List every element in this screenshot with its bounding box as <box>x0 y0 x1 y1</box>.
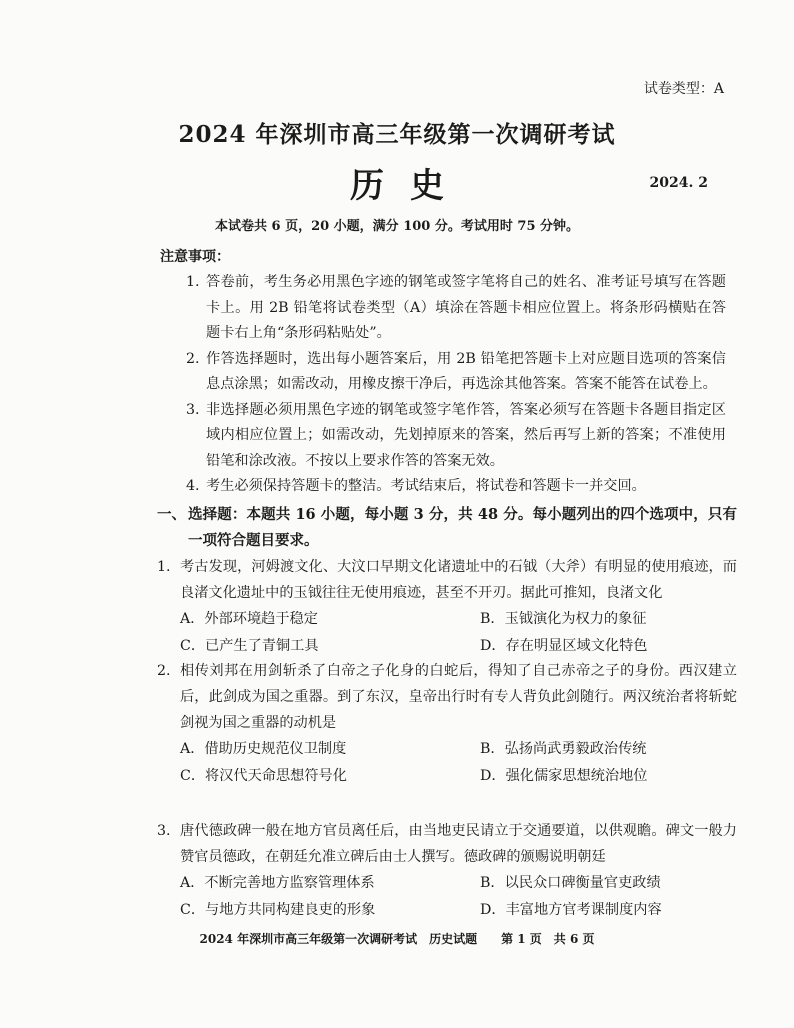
notice-item-text: 作答选择题时，选出每小题答案后，用 2B 铅笔把答题卡上对应题目选项的答案信息点涂黑；如需改动，用橡皮擦干净后，再选涂其他答案。答案不能答在试卷上。 <box>206 350 726 392</box>
notice-item-number: 3. <box>186 401 200 418</box>
exam-date: 2024. 2 <box>649 175 708 191</box>
option-d: D．丰富地方官考课制度内容 <box>480 901 662 918</box>
option-a: A．外部环境趋于稳定 <box>180 611 318 627</box>
notice-item-number: 4. <box>186 478 200 494</box>
question-1 <box>157 554 737 659</box>
question-2 <box>157 658 737 789</box>
options-list <box>180 606 737 659</box>
subject-title: 历史 <box>350 166 470 206</box>
options-list <box>180 736 737 789</box>
exam-summary: 本试卷共 6 页，20 小题，满分 100 分。考试用时 75 分钟。 <box>214 219 580 234</box>
option-b: B．玉钺演化为权力的象征 <box>480 611 647 627</box>
section-number: 一、 <box>157 506 186 523</box>
notice-item-number: 1. <box>186 274 200 290</box>
question-text: 相传刘邦在用剑斩杀了白帝之子化身的白蛇后，得知了自己赤帝之子的身份。西汉建立后，此剑成为国之重器。到了东汉，皇帝出行时有专人背负此剑随行。两汉统治者将斩蛇剑视为国之重器的动机是 <box>180 663 737 731</box>
question-stem <box>157 554 737 606</box>
notice-item <box>186 347 726 398</box>
question-number: 1. <box>157 559 171 575</box>
notice-list <box>186 270 726 500</box>
option-a: A．不断完善地方监察管理体系 <box>180 875 375 891</box>
page-footer: 2024 年深圳市高三年级第一次调研考试 历史试题 第 1 页 共 6 页 <box>199 932 595 946</box>
option-a: A．借助历史规范仪卫制度 <box>180 741 347 757</box>
option-d: D．存在明显区域文化特色 <box>480 637 648 654</box>
notice-item-text: 考生必须保持答题卡的整洁。考试结束后，将试卷和答题卡一并交回。 <box>206 478 646 494</box>
paper-type-label: 试卷类型：A <box>643 81 724 97</box>
option-b: B．弘扬尚武勇毅政治传统 <box>480 741 647 757</box>
question-stem <box>157 658 737 736</box>
notice-item-text: 非选择题必须用黑色字迹的钢笔或签字笔作答，答案必须写在答题卡各题目指定区域内相应位置上；如需改动，先划掉原来的答案，然后再写上新的答案；不准使用铅笔和涂改液。不按以上要求作答的答案无效。 <box>206 401 726 469</box>
notice-item-number: 2. <box>186 350 200 367</box>
option-d: D．强化儒家思想统治地位 <box>480 767 648 784</box>
option-c: C．已产生了青铜工具 <box>180 637 319 654</box>
option-b: B．以民众口碑衡量官吏政绩 <box>480 875 661 891</box>
question-number: 3. <box>157 823 171 839</box>
exam-title: 2024 年深圳市高三年级第一次调研考试 <box>178 121 616 148</box>
option-c: C．与地方共同构建良吏的形象 <box>180 901 376 918</box>
notice-item <box>186 474 726 500</box>
notice-item-text: 答卷前，考生务必用黑色字迹的钢笔或签字笔将自己的姓名、准考证号填写在答题卡上。用 2B 铅笔将试卷类型（A）填涂在答题卡相应位置上。将条形码横贴在答题卡右上角“条形码粘贴处”。 <box>206 274 726 341</box>
option-c: C．将汉代天命思想符号化 <box>180 767 347 784</box>
question-number: 2. <box>157 663 171 679</box>
notice-heading: 注意事项： <box>160 249 230 265</box>
question-stem <box>157 818 737 870</box>
notice-item <box>186 270 726 347</box>
section-text: 选择题：本题共 16 小题，每小题 3 分，共 48 分。每小题列出的四个选项中，只有一项符合题目要求。 <box>188 506 737 549</box>
question-text: 考古发现，河姆渡文化、大汶口早期文化诸遗址中的石钺（大斧）有明显的使用痕迹，而良渚文化遗址中的玉钺往往无使用痕迹，甚至不开刃。据此可推知，良渚文化 <box>180 559 737 601</box>
question-3 <box>157 818 737 923</box>
notice-item <box>186 398 726 475</box>
section-heading <box>157 502 737 554</box>
question-text: 唐代德政碑一般在地方官员离任后，由当地吏民请立于交通要道，以供观瞻。碑文一般力赞官员德政，在朝廷允准立碑后由士人撰写。德政碑的颁赐说明朝廷 <box>180 823 737 865</box>
options-list <box>180 870 737 923</box>
